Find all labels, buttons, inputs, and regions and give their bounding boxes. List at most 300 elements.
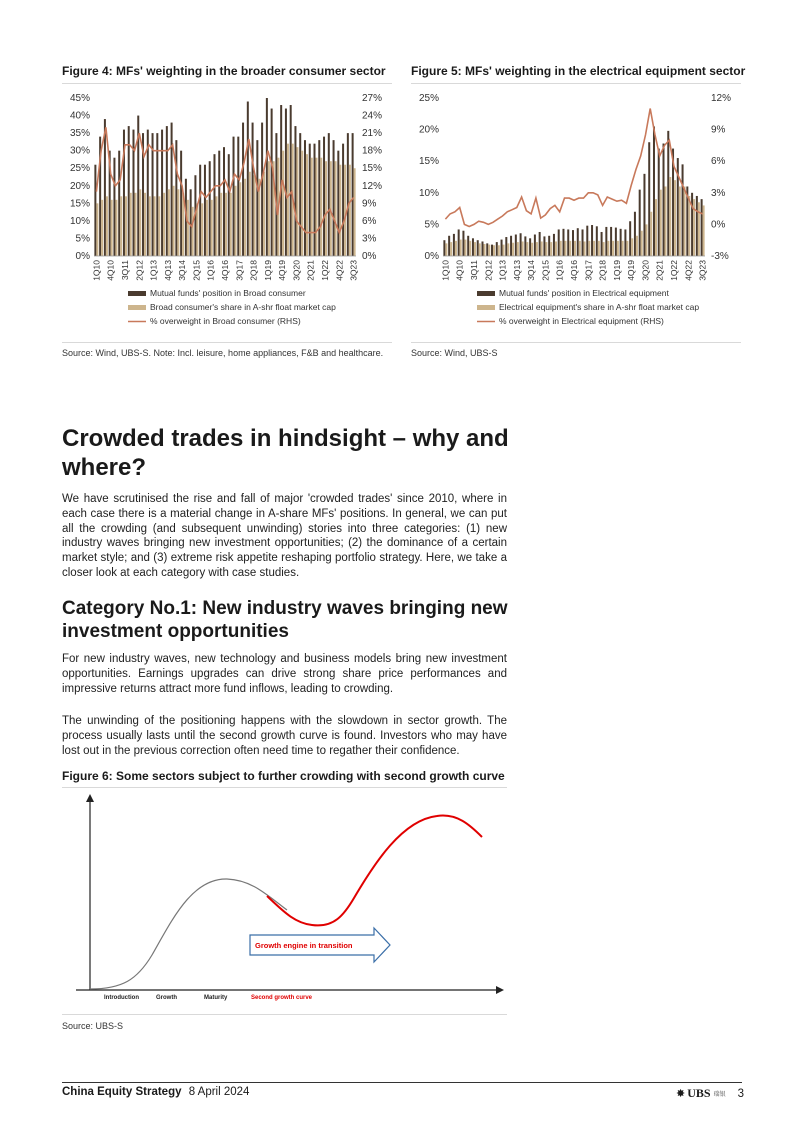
fig5-xtick: 3Q11 <box>468 260 479 281</box>
fig5-bar-share <box>612 241 614 256</box>
fig6-diagram <box>62 790 507 1010</box>
fig4-ytick-right: 21% <box>362 128 383 140</box>
fig5-bar-mf <box>653 126 655 256</box>
fig6-x-axis-arrowhead <box>496 986 504 994</box>
fig5-bar-share <box>564 241 566 256</box>
fig4-ytick-right: 12% <box>362 180 383 192</box>
fig5-bar-mf <box>648 142 650 256</box>
fig4-bar-share <box>254 175 256 256</box>
fig4-bar-share <box>354 168 356 256</box>
fig4-bar-share <box>106 196 108 256</box>
fig5-bar-mf <box>658 149 660 256</box>
fig5-bar-share <box>526 242 528 256</box>
fig5-bar-mf <box>443 240 445 256</box>
fig4-bar-share <box>306 154 308 256</box>
fig5-bar-mf <box>553 234 555 256</box>
fig4-bar-share <box>249 172 251 256</box>
fig5-bar-mf <box>467 236 469 256</box>
fig4-bar-share <box>125 196 127 256</box>
category1-paragraph-1: For new industry waves, new technology and business models bring new investment opportunities. Earnings upgrades can drive strong share price performances and impressive returns attract more fund inflows, leading to crowding. <box>62 653 507 695</box>
fig5-xtick: 2Q12 <box>483 260 494 281</box>
fig5-bar-mf <box>458 229 460 256</box>
fig4-bar-mf <box>180 151 182 256</box>
fig5-legend-label: Electrical equipment's share in A-shr float market cap <box>499 302 700 312</box>
fig5-bar-share <box>688 196 690 256</box>
fig4-bar-mf <box>233 137 235 256</box>
fig5-xtick: 4Q13 <box>511 260 522 281</box>
fig5-bar-mf <box>601 232 603 256</box>
fig4-bar-mf <box>252 123 254 256</box>
fig4-bar-share <box>168 189 170 256</box>
fig4-bar-share <box>230 193 232 256</box>
fig5-bar-mf <box>515 235 517 256</box>
category1-heading: Category No.1: New industry waves bringing new investment opportunities <box>62 598 508 642</box>
fig4-xtick: 2Q18 <box>248 260 259 281</box>
fig5-bar-mf <box>591 225 593 256</box>
fig5-bar-mf <box>605 227 607 256</box>
fig5-legend-swatch <box>477 305 495 310</box>
fig4-bar-mf <box>261 123 263 256</box>
fig4-ytick-left: 30% <box>69 145 90 157</box>
fig4-xtick: 4Q19 <box>277 260 288 281</box>
fig4-ytick-right: 0% <box>362 251 377 262</box>
fig5-bar-share <box>450 242 452 256</box>
fig5-bar-share <box>541 241 543 256</box>
fig4-bottom-rule <box>62 342 392 343</box>
section-paragraph: We have scrutinised the rise and fall of major 'crowded trades' since 2010, where in each case there is a material change in A-share MFs' positions. In general, we can put all the crowding (and subsequent unwinding) stories into three categories: (1) new industry waves bringing new investment opportunities; (2) the dominance of a certain market style; and (3) extreme risk appetite reshaping portfolio strategy. Here, we take a closer look at each category with case studies. <box>62 493 507 579</box>
fig5-bar-share <box>503 245 505 256</box>
category1-paragraph-2: The unwinding of the positioning happens with the slowdown in sector growth. The process usually lasts until the second growth curve is found. Investors who may have lost out in the previous correction often need time to regather their confidence. <box>62 715 507 757</box>
fig5-bar-mf <box>510 236 512 256</box>
fig5-bar-mf <box>701 199 703 256</box>
fig4-bar-share <box>120 196 122 256</box>
fig4-bar-mf <box>118 151 120 256</box>
fig4-ytick-right: 27% <box>362 93 383 104</box>
fig4-ytick-left: 35% <box>69 128 90 140</box>
fig4-bar-share <box>316 158 318 256</box>
fig5-bar-mf <box>663 144 665 256</box>
fig4-ytick-right: 15% <box>362 163 383 175</box>
fig5-bar-share <box>669 177 671 256</box>
fig5-xtick: 2Q15 <box>540 260 551 281</box>
fig5-xtick: 3Q23 <box>697 260 708 281</box>
footer-brand-cn: 瑞银 <box>713 1092 726 1098</box>
fig4-legend-label: Broad consumer's share in A-shr float market cap <box>150 302 336 312</box>
fig4-xtick: 3Q11 <box>119 260 130 281</box>
fig4-xtick: 1Q16 <box>205 260 216 281</box>
fig5-bar-share <box>569 241 571 256</box>
fig6-first-growth-curve <box>90 879 287 989</box>
fig4-bar-mf <box>294 126 296 256</box>
fig5-bar-share <box>622 241 624 256</box>
fig4-xtick: 2Q15 <box>191 260 202 281</box>
fig5-bar-share <box>645 224 647 256</box>
fig5-bar-share <box>483 244 485 256</box>
fig4-bar-mf <box>190 189 192 256</box>
ubs-keys-icon: ✸ <box>676 1088 686 1100</box>
fig4-bar-mf <box>347 133 349 256</box>
fig5-bar-mf <box>629 221 631 256</box>
fig5-bar-mf <box>448 236 450 256</box>
fig4-bar-share <box>296 147 298 256</box>
fig6-bottom-rule <box>62 1014 507 1015</box>
fig4-bar-share <box>130 193 132 256</box>
fig5-xtick: 2Q21 <box>654 260 665 281</box>
section-heading: Crowded trades in hindsight – why and where? <box>62 425 509 481</box>
fig4-ytick-right: 9% <box>362 198 377 210</box>
fig5-bar-mf <box>596 226 598 256</box>
fig5-bar-share <box>522 241 524 256</box>
fig5-bar-share <box>445 243 447 256</box>
fig4-bar-share <box>225 193 227 256</box>
fig5-xtick: 1Q13 <box>497 260 508 281</box>
fig4-bar-mf <box>290 105 292 256</box>
fig4-bar-mf <box>113 158 115 256</box>
fig5-bar-mf <box>624 229 626 256</box>
fig5-bar-share <box>641 231 643 256</box>
fig4-chart <box>62 88 392 338</box>
fig4-ytick-left: 5% <box>75 233 90 245</box>
fig5-bar-mf <box>453 234 455 256</box>
fig4-title: Figure 4: MFs' weighting in the broader consumer sector <box>62 64 386 78</box>
fig5-xtick: 3Q14 <box>526 260 537 281</box>
fig4-bar-share <box>325 161 327 256</box>
fig4-bar-share <box>158 196 160 256</box>
fig5-xtick: 4Q22 <box>683 260 694 281</box>
fig4-bar-share <box>320 158 322 256</box>
fig5-bar-share <box>626 241 628 256</box>
fig5-bar-mf <box>586 226 588 256</box>
fig5-bar-share <box>536 242 538 256</box>
fig6-stage-maturity: Maturity <box>204 995 228 1001</box>
fig4-top-rule <box>62 83 392 84</box>
fig5-bar-share <box>464 240 466 256</box>
fig5-bar-mf <box>643 174 645 256</box>
fig4-xtick: 3Q17 <box>234 260 245 281</box>
fig4-bar-share <box>211 200 213 256</box>
fig4-bar-share <box>101 200 103 256</box>
fig5-ytick-left: 10% <box>418 187 439 199</box>
fig5-bar-mf <box>520 233 522 256</box>
fig5-bar-share <box>455 241 457 256</box>
fig5-ytick-right: -3% <box>711 251 729 262</box>
fig4-bar-mf <box>152 133 154 256</box>
fig5-bar-mf <box>539 232 541 256</box>
fig5-xtick: 3Q17 <box>583 260 594 281</box>
fig4-xtick: 4Q10 <box>105 260 116 281</box>
fig4-ytick-left: 15% <box>69 198 90 210</box>
fig4-xtick: 4Q16 <box>220 260 230 281</box>
fig4-bar-mf <box>256 140 258 256</box>
fig5-bar-share <box>593 241 595 256</box>
fig5-bar-share <box>507 243 509 256</box>
fig5-bar-share <box>598 241 600 256</box>
fig5-bar-share <box>517 242 519 256</box>
fig5-bar-mf <box>472 238 474 256</box>
fig5-ytick-left: 25% <box>418 93 439 104</box>
fig5-bar-share <box>560 241 562 256</box>
fig4-bar-share <box>215 196 217 256</box>
fig5-bar-mf <box>548 236 550 256</box>
fig5-bar-mf <box>639 190 641 256</box>
fig5-bar-mf <box>534 235 536 256</box>
fig5-bar-mf <box>691 193 693 256</box>
fig5-bar-mf <box>667 131 669 256</box>
fig5-bar-mf <box>481 241 483 256</box>
fig4-bar-share <box>311 158 313 256</box>
fig5-bar-share <box>588 241 590 256</box>
fig5-bar-mf <box>524 236 526 256</box>
fig4-bar-mf <box>209 161 211 256</box>
fig6-stage-growth: Growth <box>156 995 177 1001</box>
footer-rule <box>62 1082 742 1083</box>
fig5-bar-share <box>488 245 490 256</box>
fig4-bar-mf <box>299 133 301 256</box>
fig4-bar-mf <box>171 123 173 256</box>
fig4-bar-mf <box>328 133 330 256</box>
fig5-bar-share <box>607 241 609 256</box>
fig4-xtick: 3Q20 <box>291 260 302 281</box>
fig4-legend-swatch <box>128 291 146 296</box>
fig4-bar-share <box>177 189 179 256</box>
fig4-bar-share <box>239 182 241 256</box>
fig4-bar-mf <box>228 154 230 256</box>
footer-brand <box>676 1086 744 1101</box>
fig4-bar-mf <box>304 140 306 256</box>
fig4-ytick-left: 25% <box>69 163 90 175</box>
footer-left <box>62 1086 249 1098</box>
fig4-ytick-left: 0% <box>75 251 90 262</box>
fig4-bar-mf <box>199 165 201 256</box>
fig5-bar-share <box>660 190 662 256</box>
fig4-bar-mf <box>218 151 220 256</box>
fig4-bar-mf <box>337 151 339 256</box>
fig5-bar-share <box>493 245 495 256</box>
fig5-bar-mf <box>543 236 545 256</box>
fig4-bar-share <box>301 151 303 256</box>
fig5-bar-share <box>460 240 462 256</box>
fig5-bar-share <box>698 202 700 256</box>
fig5-bar-share <box>684 186 686 256</box>
fig4-bar-share <box>187 200 189 256</box>
fig5-bar-mf <box>696 196 698 256</box>
fig5-bar-mf <box>620 229 622 256</box>
fig5-xtick: 4Q19 <box>626 260 637 281</box>
fig4-bar-share <box>154 196 156 256</box>
fig4-bar-mf <box>333 140 335 256</box>
fig5-bar-mf <box>615 228 617 256</box>
fig5-xtick: 4Q16 <box>569 260 579 281</box>
fig5-bar-share <box>555 241 557 256</box>
fig4-bar-mf <box>318 140 320 256</box>
fig4-bar-share <box>287 144 289 256</box>
fig4-bar-share <box>235 186 237 256</box>
fig5-bar-share <box>545 242 547 256</box>
fig4-bar-mf <box>94 165 96 256</box>
fig4-ytick-left: 20% <box>69 180 90 192</box>
fig5-ytick-left: 0% <box>424 251 439 262</box>
fig4-xtick: 2Q12 <box>134 260 145 281</box>
footer-title: China Equity Strategy <box>62 1086 182 1098</box>
fig5-bar-share <box>617 241 619 256</box>
fig4-ytick-right: 6% <box>362 215 377 227</box>
fig5-bar-share <box>679 186 681 256</box>
fig4-bar-mf <box>166 126 168 256</box>
fig4-ytick-left: 45% <box>69 93 90 104</box>
fig5-bar-share <box>498 245 500 256</box>
fig4-bar-mf <box>104 119 106 256</box>
fig4-source: Source: Wind, UBS-S. Note: Incl. leisure, home appliances, F&B and healthcare. <box>62 348 384 358</box>
fig4-xtick: 4Q13 <box>162 260 173 281</box>
fig5-ytick-right: 12% <box>711 93 732 104</box>
fig5-bar-mf <box>634 212 636 256</box>
fig4-bar-share <box>96 203 98 256</box>
fig5-source: Source: Wind, UBS-S <box>411 348 498 358</box>
fig4-bar-mf <box>352 133 354 256</box>
fig5-ytick-left: 20% <box>418 124 439 136</box>
fig4-ytick-right: 3% <box>362 233 377 245</box>
fig5-bar-share <box>665 186 667 256</box>
fig5-bar-mf <box>567 229 569 256</box>
fig5-xtick: 4Q10 <box>454 260 465 281</box>
fig4-xtick: 3Q14 <box>177 260 188 281</box>
fig4-bar-mf <box>175 140 177 256</box>
fig4-bar-share <box>201 203 203 256</box>
fig5-bar-mf <box>501 240 503 256</box>
fig5-bar-mf <box>562 229 564 256</box>
fig4-ytick-right: 24% <box>362 110 383 122</box>
fig4-bar-mf <box>161 130 163 256</box>
fig4-bar-share <box>282 151 284 256</box>
fig5-bar-mf <box>572 230 574 256</box>
fig4-xtick: 2Q21 <box>305 260 316 281</box>
fig6-title: Figure 6: Some sectors subject to further crowding with second growth curve <box>62 769 505 783</box>
fig5-bar-share <box>579 241 581 256</box>
fig5-bar-mf <box>577 228 579 256</box>
fig4-bar-share <box>206 200 208 256</box>
footer-date: 8 April 2024 <box>188 1086 250 1098</box>
fig5-bar-share <box>584 241 586 256</box>
fig4-xtick: 1Q13 <box>148 260 159 281</box>
fig5-bar-mf <box>462 231 464 256</box>
fig4-bar-share <box>139 189 141 256</box>
fig4-bar-mf <box>247 102 249 256</box>
fig5-bar-mf <box>491 245 493 256</box>
fig4-bar-mf <box>323 137 325 256</box>
fig4-bar-share <box>335 161 337 256</box>
fig4-bar-share <box>268 161 270 256</box>
fig5-bar-share <box>631 238 633 256</box>
fig4-bar-mf <box>285 109 287 256</box>
fig4-bar-share <box>344 165 346 256</box>
fig4-bar-mf <box>237 137 239 256</box>
fig5-bar-mf <box>610 227 612 256</box>
fig5-ytick-right: 9% <box>711 124 726 136</box>
fig4-legend-label: % overweight in Broad consumer (RHS) <box>150 316 301 326</box>
fig5-bar-share <box>655 199 657 256</box>
fig5-bottom-rule <box>411 342 741 343</box>
fig5-legend-label: % overweight in Electrical equipment (RHS) <box>499 316 664 326</box>
fig5-bar-share <box>574 241 576 256</box>
fig5-bar-mf <box>505 237 507 256</box>
fig6-stage-second-growth: Second growth curve <box>251 995 313 1001</box>
fig4-bar-share <box>115 200 117 256</box>
fig5-bar-mf <box>496 242 498 256</box>
fig5-bar-mf <box>486 243 488 256</box>
fig4-bar-share <box>163 193 165 256</box>
page-number: 3 <box>737 1087 744 1100</box>
fig4-ytick-left: 10% <box>69 215 90 227</box>
fig5-ytick-right: 0% <box>711 219 726 231</box>
fig5-bar-share <box>674 180 676 256</box>
fig6-y-axis-arrowhead <box>86 794 94 802</box>
fig4-bar-share <box>173 186 175 256</box>
fig5-bar-share <box>531 243 533 256</box>
fig4-bar-mf <box>342 144 344 256</box>
fig5-bar-share <box>550 242 552 256</box>
fig4-bar-mf <box>314 144 316 256</box>
fig4-bar-share <box>244 179 246 256</box>
fig5-bar-share <box>512 243 514 256</box>
fig5-legend-label: Mutual funds' position in Electrical equipment <box>499 288 669 298</box>
fig4-ytick-right: 18% <box>362 145 383 157</box>
fig4-bar-share <box>349 165 351 256</box>
fig6-top-rule <box>62 787 507 788</box>
fig5-xtick: 1Q22 <box>669 260 680 281</box>
fig4-bar-mf <box>204 165 206 256</box>
fig5-bar-share <box>479 243 481 256</box>
fig4-xtick: 1Q22 <box>320 260 331 281</box>
fig4-bar-share <box>111 200 113 256</box>
fig5-xtick: 1Q16 <box>554 260 565 281</box>
fig4-bar-share <box>339 165 341 256</box>
fig5-legend-swatch <box>477 291 495 296</box>
fig4-xtick: 1Q19 <box>262 260 273 281</box>
fig4-bar-share <box>263 172 265 256</box>
fig5-bar-mf <box>558 229 560 256</box>
fig6-second-growth-curve <box>267 816 482 926</box>
fig4-bar-share <box>220 193 222 256</box>
fig5-bar-mf <box>682 164 684 256</box>
fig6-source: Source: UBS-S <box>62 1021 124 1031</box>
fig5-bar-mf <box>529 238 531 256</box>
fig5-bar-share <box>650 212 652 256</box>
fig4-xtick: 4Q22 <box>334 260 345 281</box>
fig4-legend-label: Mutual funds' position in Broad consumer <box>150 288 306 298</box>
fig4-bar-share <box>134 193 136 256</box>
fig5-bar-share <box>469 241 471 256</box>
fig4-legend-swatch <box>128 305 146 310</box>
fig4-xtick: 3Q23 <box>348 260 359 281</box>
fig4-bar-share <box>192 207 194 256</box>
fig4-bar-mf <box>223 147 225 256</box>
fig4-bar-mf <box>213 154 215 256</box>
footer-brand-name: UBS <box>687 1086 711 1100</box>
fig5-ytick-right: 6% <box>711 156 726 168</box>
fig4-bar-mf <box>242 123 244 256</box>
fig5-bar-mf <box>582 229 584 256</box>
fig5-bar-share <box>474 242 476 256</box>
fig6-arrow-label: Growth engine in transition <box>255 941 353 950</box>
fig5-top-rule <box>411 83 741 84</box>
fig5-bar-share <box>703 205 705 256</box>
fig4-xtick: 1Q10 <box>91 260 102 281</box>
fig4-ytick-left: 40% <box>69 110 90 122</box>
fig5-xtick: 1Q19 <box>611 260 622 281</box>
fig6-stage-introduction: Introduction <box>104 995 139 1001</box>
fig5-bar-mf <box>477 240 479 256</box>
fig5-xtick: 3Q20 <box>640 260 651 281</box>
